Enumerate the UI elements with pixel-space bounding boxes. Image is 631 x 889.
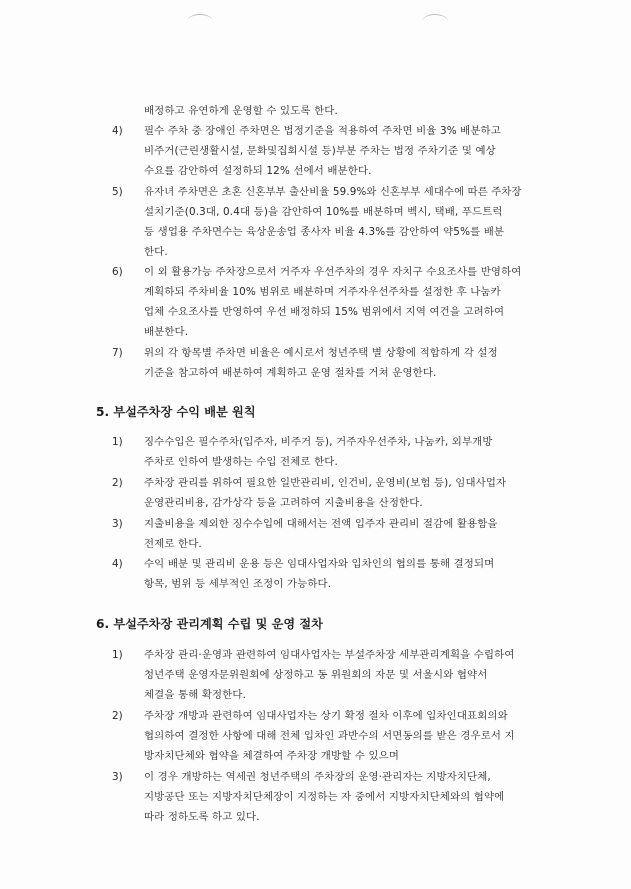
- item-number: 4): [112, 125, 123, 137]
- item-text-line: 전제로 한다.: [144, 538, 202, 550]
- item-number: 4): [112, 558, 123, 570]
- item-text-line: 징수수입은 필수주차(입주자, 비주거 등), 거주자우선주차, 나눔카, 외부개방: [144, 436, 493, 448]
- item-text-line: 설치기준(0.3대, 0.4대 등)을 감안하여 10%를 배분하며 벡시, 택배, 푸드트럭: [144, 206, 503, 218]
- item-text-line: 배분한다.: [144, 326, 189, 338]
- scan-mark-left: [187, 14, 213, 29]
- item-text-line: 필수 주차 중 장애인 주차면은 법정기준을 적용하여 주차면 비율 3% 배분하고: [144, 125, 501, 137]
- item-number: 2): [112, 477, 123, 489]
- item-text-line: 따라 정하도록 하고 있다.: [144, 811, 260, 823]
- item-text-line: 항목, 범위 등 세부적인 조정이 가능하다.: [144, 578, 332, 590]
- item-number: 6): [112, 266, 123, 278]
- scan-mark-right: [422, 14, 448, 29]
- item-number: 3): [112, 518, 123, 530]
- item-text-line: 이 외 활용가능 주차장으로서 거주자 우선주차의 경우 자치구 수요조사를 반영하여: [144, 266, 522, 278]
- item-number: 1): [112, 649, 123, 661]
- item-text-line: 수익 배분 및 관리비 운용 등은 임대사업자와 입차인의 협의를 통해 결정되며: [144, 558, 495, 570]
- item-text-line: 수요를 감안하여 설정하되 12% 선에서 배분한다.: [144, 165, 372, 177]
- item-text-line: 한다.: [144, 246, 168, 258]
- continuation-text: 배정하고 유연하게 운영할 수 있도록 한다.: [144, 105, 338, 117]
- item-text-line: 협의하여 결정한 사항에 대해 전체 입차인 과반수의 서면동의를 받은 경우로서 지: [144, 730, 515, 742]
- item-text-line: 주차장 관리·운영과 관련하여 임대사업자는 부설주차장 세부관리계획을 수립하여: [144, 649, 515, 661]
- item-text-line: 이 경우 개방하는 역세권 청년주택의 주차장의 운영·관리자는 지방자치단체,: [144, 771, 491, 783]
- section-heading: 5. 부설주차장 수익 배분 원칙: [96, 405, 256, 419]
- item-text-line: 기준을 참고하여 배분하여 계획하고 운영 절차를 거쳐 운영한다.: [144, 367, 437, 379]
- item-number: 7): [112, 347, 123, 359]
- item-text-line: 지방공단 또는 지방자치단체장이 지정하는 자 중에서 지방자치단체와의 협약에: [144, 791, 505, 803]
- section-heading: 6. 부설주차장 관리계획 수립 및 운영 절차: [96, 617, 323, 631]
- item-text-line: 지출비용을 제외한 징수수입에 대해서는 전액 입주자 관리비 절감에 활용함을: [144, 518, 498, 530]
- item-text-line: 유자녀 주차면은 초혼 신혼부부 출산비율 59.9%와 신혼부부 세대수에 따른 주차장: [144, 186, 522, 198]
- item-text-line: 청년주택 운영자문위원회에 상정하고 동 위원회의 자문 및 서울시와 협약서: [144, 669, 488, 681]
- item-text-line: 방자치단체와 협약을 체결하여 주차장 개방할 수 있으며: [144, 750, 400, 762]
- item-text-line: 위의 각 항목별 주차면 비율은 예시로서 청년주택 별 상황에 적합하게 각 설정: [144, 347, 498, 359]
- item-number: 3): [112, 771, 123, 783]
- item-text-line: 운영관리비용, 감가상각 등을 고려하여 지출비용을 산정한다.: [144, 497, 423, 509]
- item-number: 5): [112, 186, 123, 198]
- item-text-line: 계획하되 주차비율 10% 범위로 배분하며 거주자우선주차를 설정한 후 나눔카: [144, 286, 501, 298]
- item-text-line: 체결을 통해 확정한다.: [144, 689, 247, 701]
- item-text-line: 주차로 인하여 발생하는 수입 전체로 한다.: [144, 456, 338, 468]
- item-text-line: 주차장 개방과 관련하여 임대사업자는 상기 확정 절차 이후에 입차인대표회의와: [144, 710, 508, 722]
- item-text-line: 업체 수요조사를 반영하여 우선 배정하되 15% 범위에서 지역 여건을 고려하여: [144, 306, 505, 318]
- item-text-line: 비주거(근린생활시설, 문화및집회시설 등)부분 주차는 법정 주차기준 및 예상: [144, 145, 496, 157]
- item-text-line: 주차장 관리를 위하여 필요한 일반관리비, 인건비, 운영비(보험 등), 임대사업자: [144, 477, 507, 489]
- item-number: 2): [112, 710, 123, 722]
- item-text-line: 등 생업용 주차면수는 육상운송업 종사자 비율 4.3%를 감안하여 약5%를 배분: [144, 226, 505, 238]
- item-number: 1): [112, 436, 123, 448]
